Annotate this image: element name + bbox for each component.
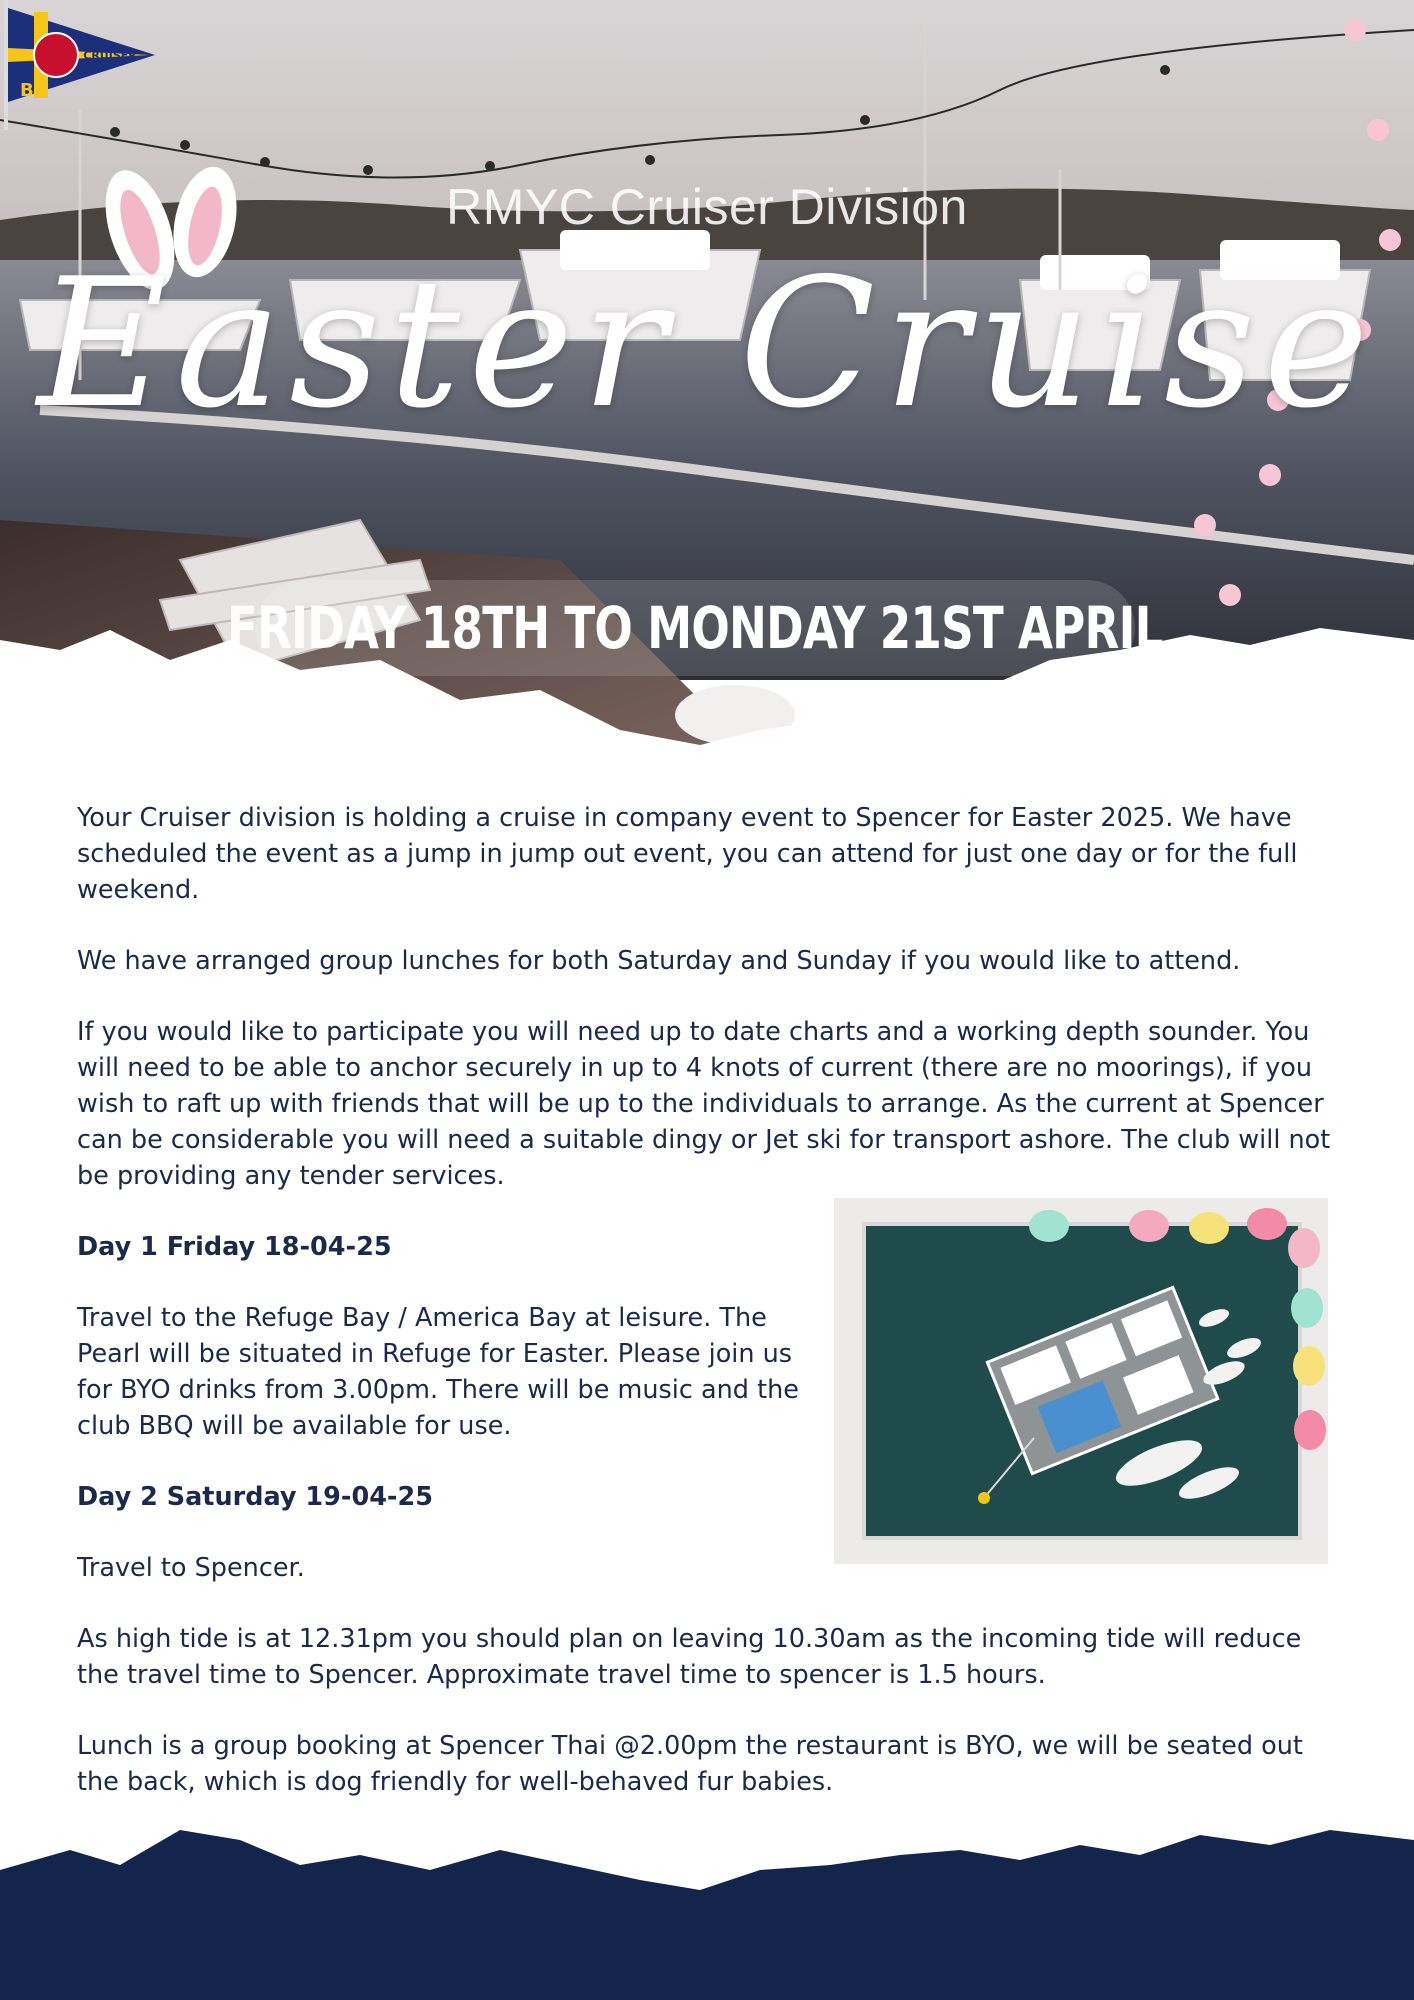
- rmyc-burgee-logo: [0, 0, 160, 130]
- footer-band: [0, 1810, 1414, 2000]
- day1-paragraph: Travel to the Refuge Bay / America Bay at leisure. The Pearl will be situated in Refuge for Easter. Please join us for BYO drinks from 3.00pm. There will be music and the club BBQ will be available for use.: [77, 1303, 799, 1441]
- day2-heading: Day 2 Saturday 19-04-25: [77, 1482, 434, 1512]
- event-title: Easter Cruise: [37, 240, 1377, 447]
- day2-tide-paragraph: As high tide is at 12.31pm you should plan on leaving 10.30am as the incoming tide will reduce the travel time to Spencer. Approximate travel time to spencer is 1.5 hours.: [77, 1624, 1302, 1690]
- event-dates: FRIDAY 18TH TO MONDAY 21ST APRIL: [227, 594, 1163, 662]
- burgee-text: CRUISER: [83, 49, 137, 62]
- intro-paragraph: Your Cruiser division is holding a cruise in company event to Spencer for Easter 2025. We have scheduled the event as a jump in jump out event, you can attend for just one day or for the full weekend.: [77, 803, 1298, 905]
- burgee-letter: B: [20, 80, 34, 101]
- day2-lunch-paragraph: Lunch is a group booking at Spencer Thai @2.00pm the restaurant is BYO, we will be seated out the back, which is dog friendly for well-behaved fur babies.: [77, 1731, 1303, 1797]
- division-name: RMYC Cruiser Division: [446, 179, 968, 235]
- day2-travel-paragraph: Travel to Spencer.: [77, 1553, 305, 1583]
- hero-banner: [0, 0, 1414, 760]
- requirements-paragraph: If you would like to participate you will need up to date charts and a working depth sounder. You will need to be able to anchor securely in up to 4 knots of current (there are no moorings), if you wish to raft up with friends that will be up to the individuals to arrange. As the current at Spencer can be considerable you will need a suitable dingy or Jet ski for transport ashore. The club will not be providing any tender services.: [77, 1017, 1331, 1191]
- date-banner: [227, 580, 1163, 676]
- day1-heading: Day 1 Friday 18-04-25: [77, 1232, 392, 1262]
- pearl-pontoon-photo: [834, 1198, 1328, 1564]
- lunches-paragraph: We have arranged group lunches for both Saturday and Sunday if you would like to attend.: [77, 946, 1241, 976]
